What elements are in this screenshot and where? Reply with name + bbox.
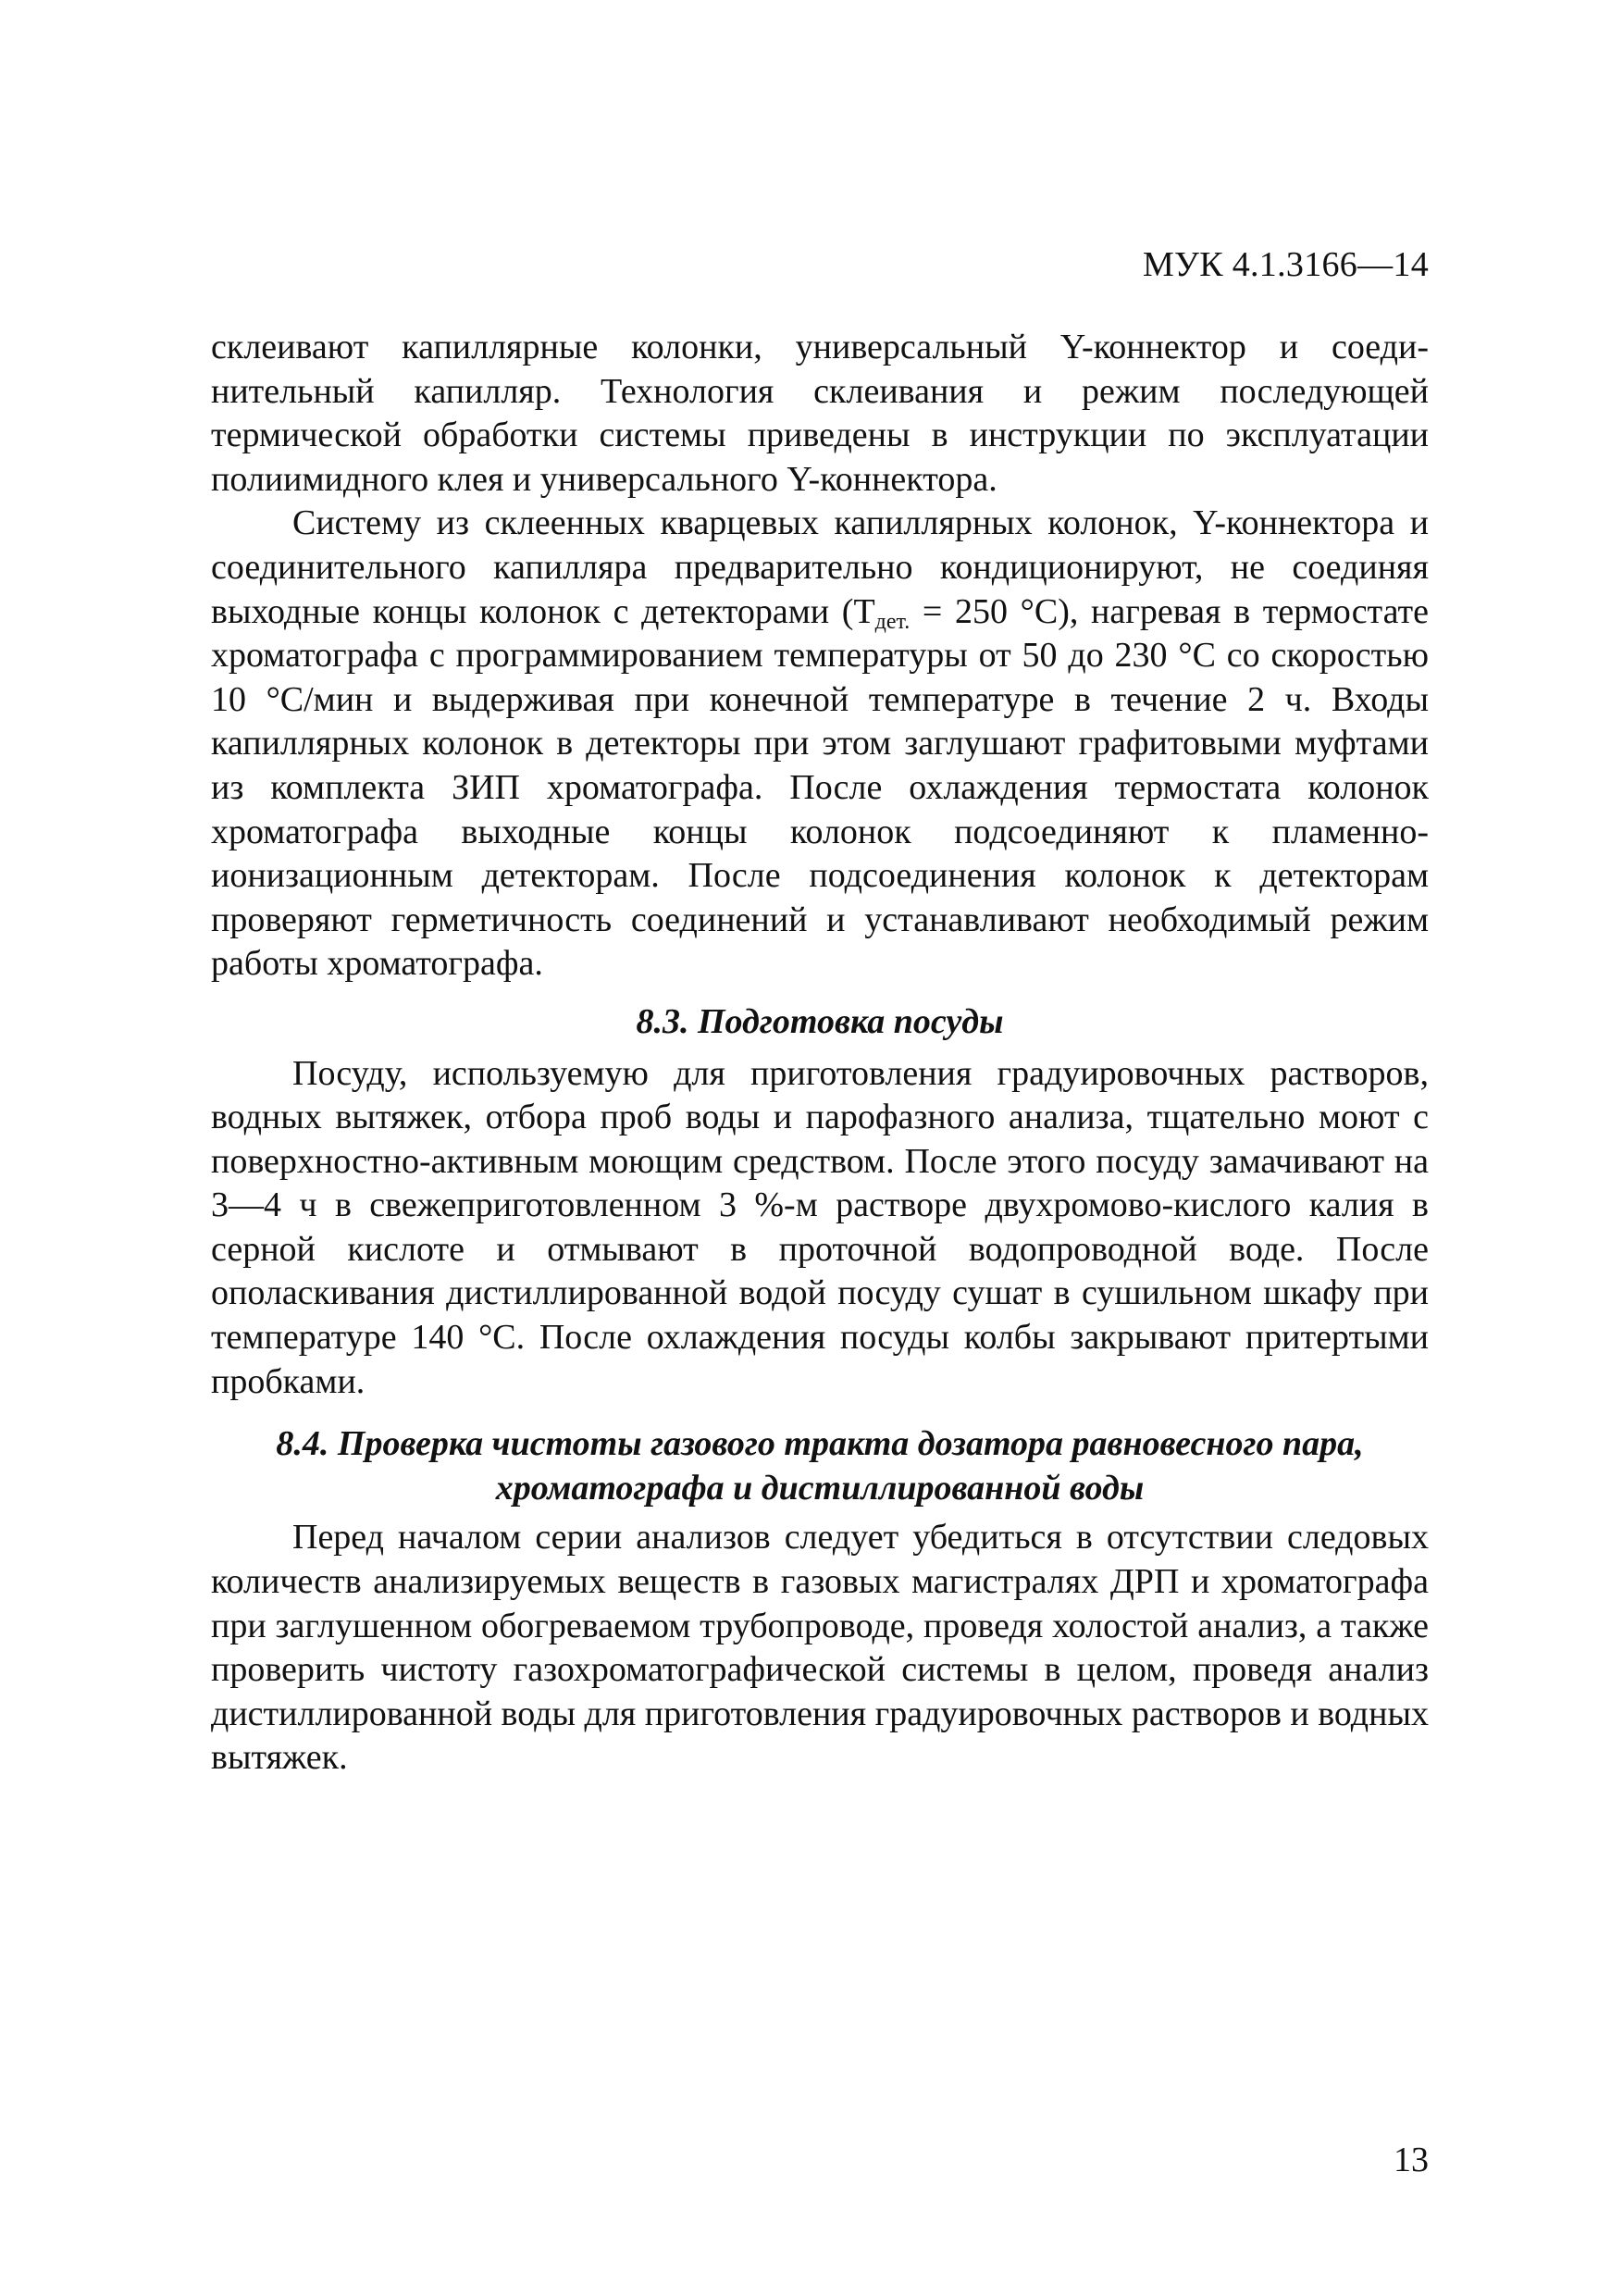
section-8-4-paragraph: Перед началом серии анализов следует убедиться в отсутствии следовых количеств анализируемых веществ в газовых магистралях ДРП и хроматографа при заглушенном обогреваемом трубопроводе, проведя холостой анализ, а также проверить чистоту газохроматографической системы в целом, проведя анализ дистиллированной воды для приготовления градуировочных растворов и водных вытяжек. [211, 1518, 1430, 1778]
section-8-3-paragraph: Посуду, используемую для приготовления градуировочных растворов, водных вытяжек, отбора проб воды и парофазного анализа, тщательно моют с поверхностно-активным моющим средством. После этого посуду замачивают на 3—4 ч в свежеприготовленном 3 %-м растворе двухромово-кислого калия в серной кислоте и отмывают в проточной водопроводной воде. После ополаскивания дистиллированной водой посуду сушат в сушильном шкафу при температуре 140 °С. После охлаждения посуды колбы закрывают притертыми пробками. [211, 1053, 1429, 1401]
page-number: 13 [1394, 2141, 1429, 2179]
detector-temperature-subscript: дет. [874, 609, 911, 634]
paragraph-gluing-columns: склеивают капиллярные колонки, универсальный Y-коннектор и соединительный капилляр. Технология склеивания и режим последующей термической обработки системы приведены в инструкции по эксплуатации полиимидного клея и универсального Y-коннектора. [211, 328, 1429, 499]
section-8-4-heading [211, 1422, 1429, 1510]
section-8-4-heading-line2: хроматографа и дистиллированной воды [495, 1468, 1145, 1508]
document-page [211, 0, 1429, 2296]
section-8-4-heading-line1: 8.4. Проверка чистоты газового тракта дозатора равновесного пара, [276, 1424, 1364, 1464]
conditioning-text-part2: = 250 °С), нагревая в термостате хроматографа с программированием температуры от 50 до 230 °С со скоростью 10 °С/мин и выдерживая при конечной температуре в течение 2 ч. Входы капиллярных колонок в детекторы при этом заглушают графитовыми муфтами из комплекта ЗИП хроматографа. После охлаждения термостата колонок хроматографа выходные концы колонок подсоединяют к пламенно-ионизационным детекторам. После подсоединения колонок к детекторам проверяют герметичность соединений и устанавливают необходимый режим работы хроматографа. [211, 591, 1429, 984]
document-code-header: МУК 4.1.3166—14 [1142, 245, 1429, 284]
section-8-3-heading: 8.3. Подготовка посуды [636, 1001, 1004, 1041]
paragraph-conditioning [211, 502, 1429, 987]
conditioning-text-part1: Систему из склеенных кварцевых капиллярных колонок, Y-коннектора и соединительного капилляра предварительно кондиционируют, не соединяя выходные концы колонок с детекторами (Т [211, 503, 1429, 631]
page-content [211, 326, 1429, 1781]
